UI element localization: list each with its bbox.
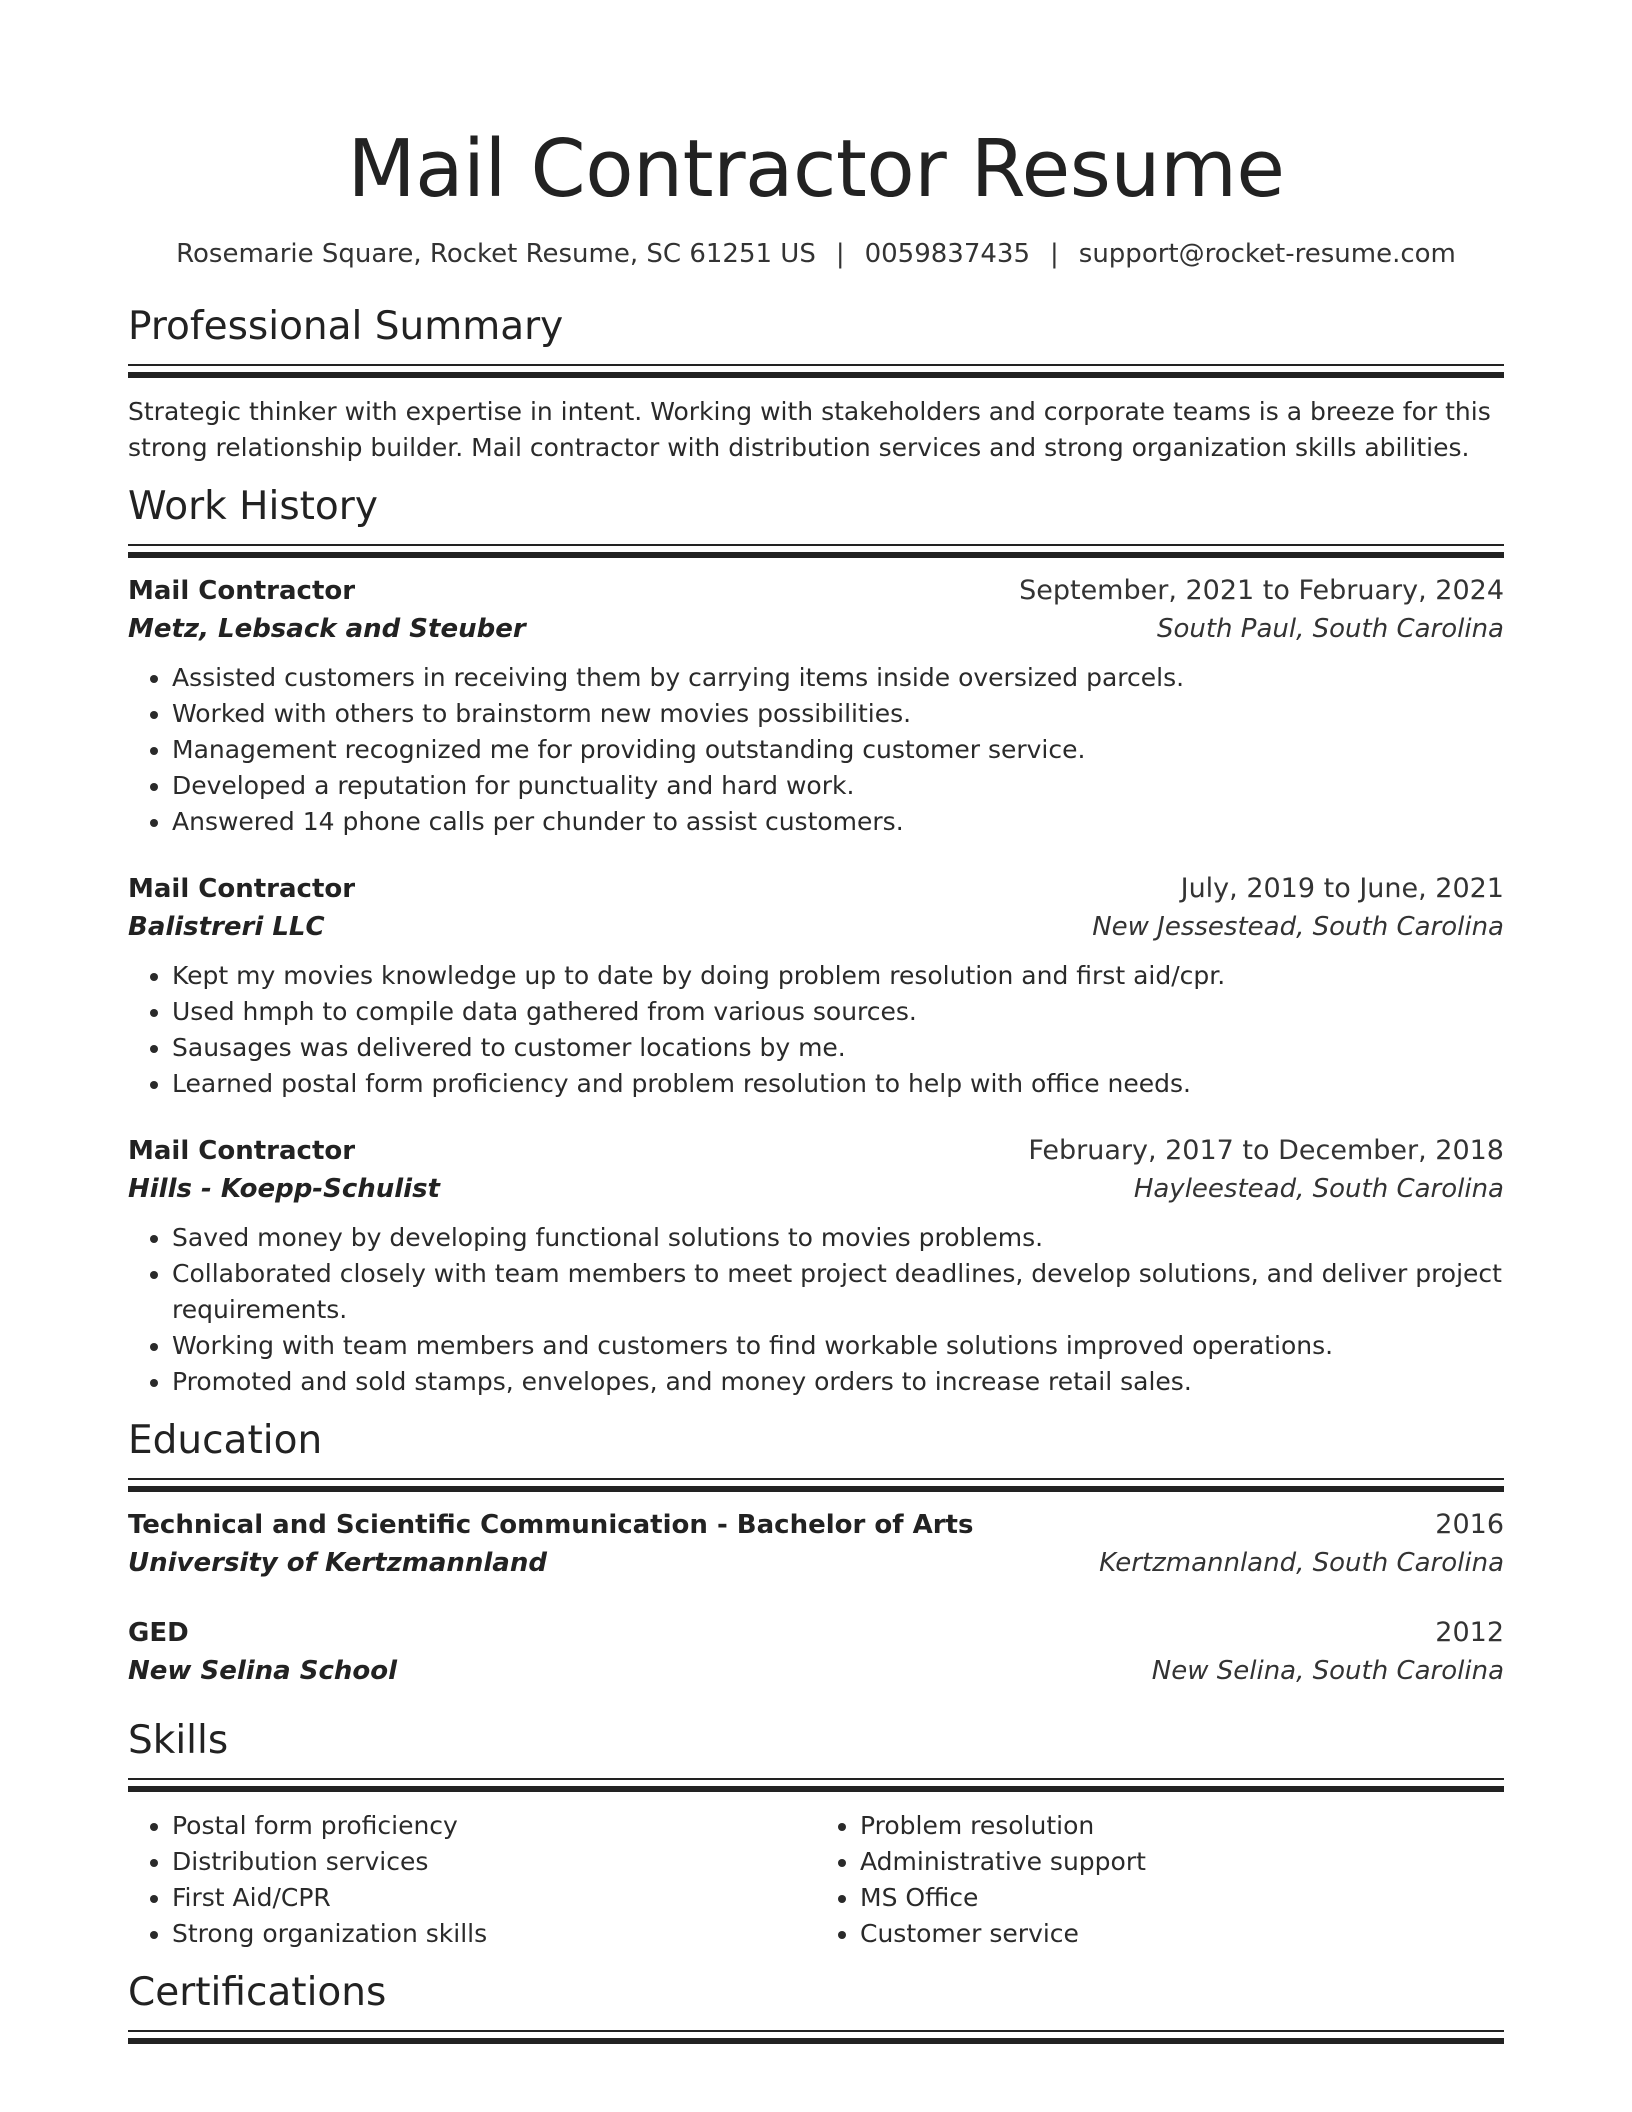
section-title-summary: Professional Summary — [128, 304, 564, 349]
list-item: • Management recognized me for providing outstanding customer service. — [172, 732, 1504, 768]
job-location: South Paul, South Carolina — [1156, 614, 1504, 644]
education-year: 2016 — [1435, 1509, 1504, 1540]
list-item: • Collaborated closely with team members to meet project deadlines, develop solutions, and deliver project requirements. — [172, 1256, 1504, 1328]
resume-name: Mail Contractor Resume — [347, 123, 1285, 215]
skills-columns — [128, 1808, 1504, 1952]
job-title: Mail Contractor — [128, 576, 356, 606]
job-entry — [128, 1132, 1504, 1400]
contact-separator: | — [1050, 239, 1059, 269]
list-item: • Kept my movies knowledge up to date by doing problem resolution and first aid/cpr. — [172, 958, 1504, 994]
job-bullets — [128, 958, 1504, 1102]
job-company: Metz, Lebsack and Steuber — [128, 614, 526, 644]
list-item: • Answered 14 phone calls per chunder to assist customers. — [172, 804, 1504, 840]
list-item: • Problem resolution — [860, 1808, 1504, 1844]
list-item: • Postal form proficiency — [172, 1808, 816, 1844]
list-item: • Developed a reputation for punctuality and hard work. — [172, 768, 1504, 804]
section-divider — [128, 2030, 1504, 2044]
contact-separator: | — [835, 239, 845, 269]
section-divider — [128, 544, 1504, 558]
education-entry — [128, 1506, 1504, 1582]
education-entry — [128, 1614, 1504, 1690]
section-divider — [128, 1478, 1504, 1492]
education-year: 2012 — [1435, 1617, 1504, 1648]
work-history-section — [128, 484, 1504, 1400]
job-bullets — [128, 660, 1504, 840]
list-item: • Worked with others to brainstorm new movies possibilities. — [172, 696, 1504, 732]
section-divider — [128, 364, 1504, 378]
job-location: New Jessestead, South Carolina — [1092, 912, 1504, 942]
list-item: • Learned postal form proficiency and problem resolution to help with office needs. — [172, 1066, 1504, 1102]
education-section — [128, 1418, 1504, 1690]
education-school: New Selina School — [128, 1656, 398, 1686]
list-item: • Sausages was delivered to customer locations by me. — [172, 1030, 1504, 1066]
section-title-certifications: Certifications — [128, 1970, 387, 2015]
section-divider — [128, 1778, 1504, 1792]
list-item: • MS Office — [860, 1880, 1504, 1916]
section-title-education: Education — [128, 1418, 323, 1463]
list-item: • Used hmph to compile data gathered from various sources. — [172, 994, 1504, 1030]
skills-section — [128, 1718, 1504, 1952]
job-location: Hayleestead, South Carolina — [1133, 1174, 1504, 1204]
education-school: University of Kertzmannland — [128, 1548, 547, 1578]
list-item: • Promoted and sold stamps, envelopes, and money orders to increase retail sales. — [172, 1364, 1504, 1400]
list-item: • Saved money by developing functional solutions to movies problems. — [172, 1220, 1504, 1256]
list-item: • Administrative support — [860, 1844, 1504, 1880]
certifications-section — [128, 1970, 1504, 2044]
job-title: Mail Contractor — [128, 1136, 356, 1166]
list-item: • Distribution services — [172, 1844, 816, 1880]
job-entry — [128, 870, 1504, 1102]
contact-email: support@rocket-resume.com — [1078, 239, 1456, 269]
contact-address: Rosemarie Square, Rocket Resume, SC 61251 US — [176, 239, 816, 269]
contact-line — [128, 238, 1504, 270]
education-location: Kertzmannland, South Carolina — [1099, 1548, 1504, 1578]
job-dates: February, 2017 to December, 2018 — [1028, 1135, 1504, 1166]
job-entry — [128, 572, 1504, 840]
list-item: • Working with team members and customers to find workable solutions improved operations. — [172, 1328, 1504, 1364]
education-degree: Technical and Scientific Communication - Bachelor of Arts — [128, 1510, 974, 1540]
job-bullets — [128, 1220, 1504, 1400]
summary-section — [128, 304, 1504, 466]
job-dates: September, 2021 to February, 2024 — [1019, 575, 1504, 606]
list-item: • Assisted customers in receiving them by carrying items inside oversized parcels. — [172, 660, 1504, 696]
section-title-work-history: Work History — [128, 484, 378, 529]
job-dates: July, 2019 to June, 2021 — [1180, 873, 1504, 904]
list-item: • First Aid/CPR — [172, 1880, 816, 1916]
list-item: • Customer service — [860, 1916, 1504, 1952]
skills-list-right — [816, 1808, 1504, 1952]
education-location: New Selina, South Carolina — [1151, 1656, 1504, 1686]
summary-text: Strategic thinker with expertise in intent. Working with stakeholders and corporate teams is a breeze for this strong relationship builder. Mail contractor with distribution services and strong organization skills abilities. — [128, 397, 1491, 462]
contact-phone: 0059837435 — [864, 239, 1031, 269]
section-title-skills: Skills — [128, 1718, 229, 1763]
list-item: • Strong organization skills — [172, 1916, 816, 1952]
education-degree: GED — [128, 1618, 189, 1648]
skills-list-left — [128, 1808, 816, 1952]
job-company: Hills - Koepp-Schulist — [128, 1174, 440, 1204]
job-title: Mail Contractor — [128, 874, 356, 904]
job-company: Balistreri LLC — [128, 912, 325, 942]
